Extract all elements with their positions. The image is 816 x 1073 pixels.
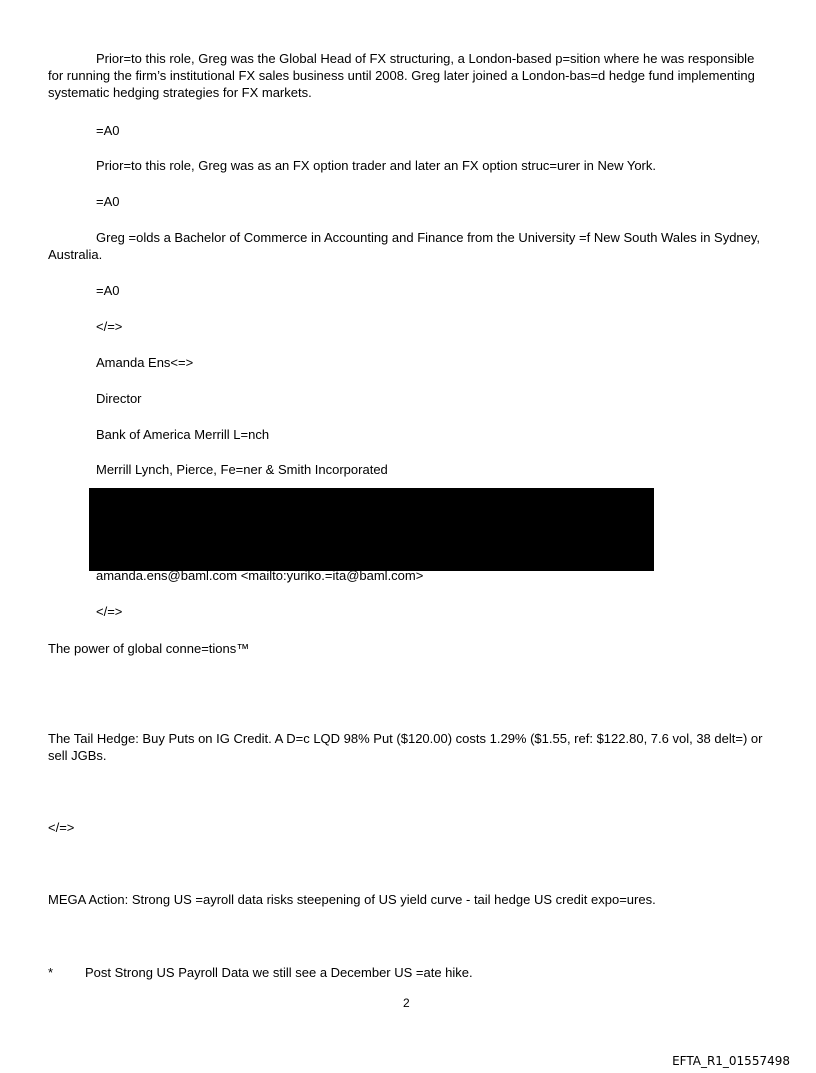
- spacer-line: =A0: [96, 283, 120, 298]
- redaction-box: [89, 488, 654, 571]
- bio-paragraph-3: Greg =olds a Bachelor of Commerce in Accounting and Finance from the University =f New South Wales in Sydney, Australia.: [48, 230, 761, 262]
- signature-email: amanda.ens@baml.com <mailto:yuriko.=ita@baml.com>: [96, 568, 424, 583]
- bio-paragraph-2: Prior=to this role, Greg was as an FX option trader and later an FX option struc=urer in New York.: [96, 158, 657, 173]
- mega-action-line: MEGA Action: Strong US =ayroll data risks steepening of US yield curve - tail hedge US credit expo=ures.: [48, 892, 656, 907]
- spacer-line: =A0: [96, 194, 120, 209]
- bullet-mark: *: [48, 965, 54, 980]
- tail-hedge-paragraph: The Tail Hedge: Buy Puts on IG Credit. A D=c LQD 98% Put ($120.00) costs 1.29% ($1.55, ref: $122.80, 7.6 vol, 38 delt=) or sell JGBs.: [48, 731, 763, 763]
- page-number: 2: [403, 996, 410, 1010]
- bio-paragraph-1: Prior=to this role, Greg was the Global Head of FX structuring, a London-based p=sition where he was responsible for running the firm’s institutional FX sales business until 2008. Greg later joined a London-bas=d hedge fund implementing systematic hedging strategies for FX markets.: [48, 51, 755, 100]
- closing-tag: </=>: [96, 319, 123, 334]
- bullet-text: Post Strong US Payroll Data we still see a December US =ate hike.: [85, 965, 473, 980]
- closing-tag: </=>: [48, 820, 75, 835]
- tagline: The power of global conne=tions™: [48, 641, 250, 656]
- signature-name: Amanda Ens<=>: [96, 355, 194, 370]
- signature-entity: Merrill Lynch, Pierce, Fe=ner & Smith Incorporated: [96, 462, 388, 477]
- document-id: EFTA_R1_01557498: [672, 1054, 790, 1068]
- closing-tag: </=>: [96, 604, 123, 619]
- spacer-line: =A0: [96, 123, 120, 138]
- signature-company: Bank of America Merrill L=nch: [96, 427, 270, 442]
- signature-title: Director: [96, 391, 142, 406]
